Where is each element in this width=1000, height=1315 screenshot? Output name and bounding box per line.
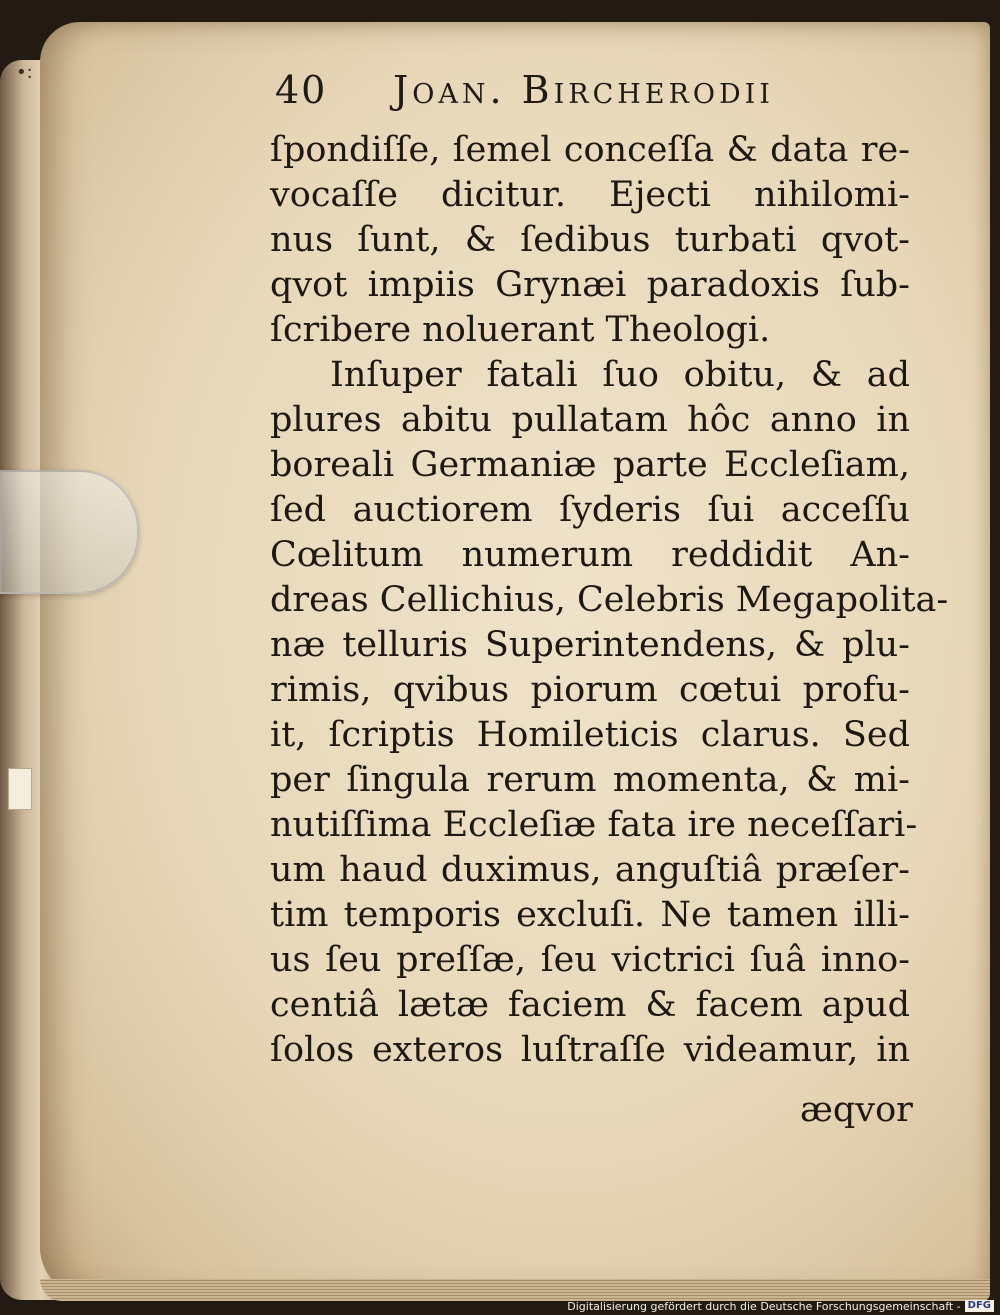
text-line: nutiſſima Eccleſiæ fata ire neceſſari- <box>270 805 918 845</box>
text-line: vocaſſe dicitur. Ejecti nihilomi- <box>270 175 910 215</box>
credit-text: Digitalisierung gefördert durch die Deutsche Forschungsgemeinschaft - <box>567 1299 961 1313</box>
text-line: ſpondiſſe, ſemel conceſſa & data re- <box>270 130 910 170</box>
text-line: ſcribere noluerant Theologi. <box>270 310 771 350</box>
side-marks: •: <box>16 62 33 83</box>
text-line: næ telluris Superintendens, & plu- <box>270 625 910 665</box>
body-text <box>270 128 949 1073</box>
running-title: Joan. Bircherodii <box>393 68 774 112</box>
text-line: ſolos exteros luſtraſſe videamur, in <box>270 1030 910 1070</box>
text-line: per ſingula rerum momenta, & mi- <box>270 760 910 800</box>
page-number: 40 <box>275 68 328 112</box>
text-line: boreali Germaniæ parte Eccleſiam, <box>270 445 910 485</box>
text-line: centiâ lætæ faciem & facem apud <box>270 985 910 1025</box>
dfg-logo: DFG <box>965 1300 994 1312</box>
text-line: plures abitu pullatam hôc anno in <box>270 400 910 440</box>
page-stack-edge <box>40 1279 990 1301</box>
text-line: us ſeu preſſæ, ſeu victrici ſuâ inno- <box>270 940 910 980</box>
text-line: dreas Cellichius, Celebris Megapolita- <box>270 580 949 620</box>
page-tab <box>8 768 32 810</box>
text-line: Cœlitum numerum reddidit An- <box>270 535 910 575</box>
text-line: Inſuper fatali ſuo obitu, & ad <box>330 355 910 395</box>
text-line: ſed auctiorem ſyderis ſui acceſſu <box>270 490 910 530</box>
catchword: æqvor <box>800 1090 913 1130</box>
digitization-credit <box>567 1299 994 1313</box>
text-line: nus ſunt, & ſedibus turbati qvot- <box>270 220 910 260</box>
text-line: tim temporis excluſi. Ne tamen illi- <box>270 895 910 935</box>
page-clip <box>0 470 139 594</box>
page-header <box>275 68 915 118</box>
text-line: it, ſcriptis Homileticis clarus. Sed <box>270 715 910 755</box>
text-line: rimis, qvibus piorum cœtui profu- <box>270 670 910 710</box>
text-line: um haud duximus, anguſtiâ præſer- <box>270 850 910 890</box>
text-line: qvot impiis Grynæi paradoxis ſub- <box>270 265 910 305</box>
